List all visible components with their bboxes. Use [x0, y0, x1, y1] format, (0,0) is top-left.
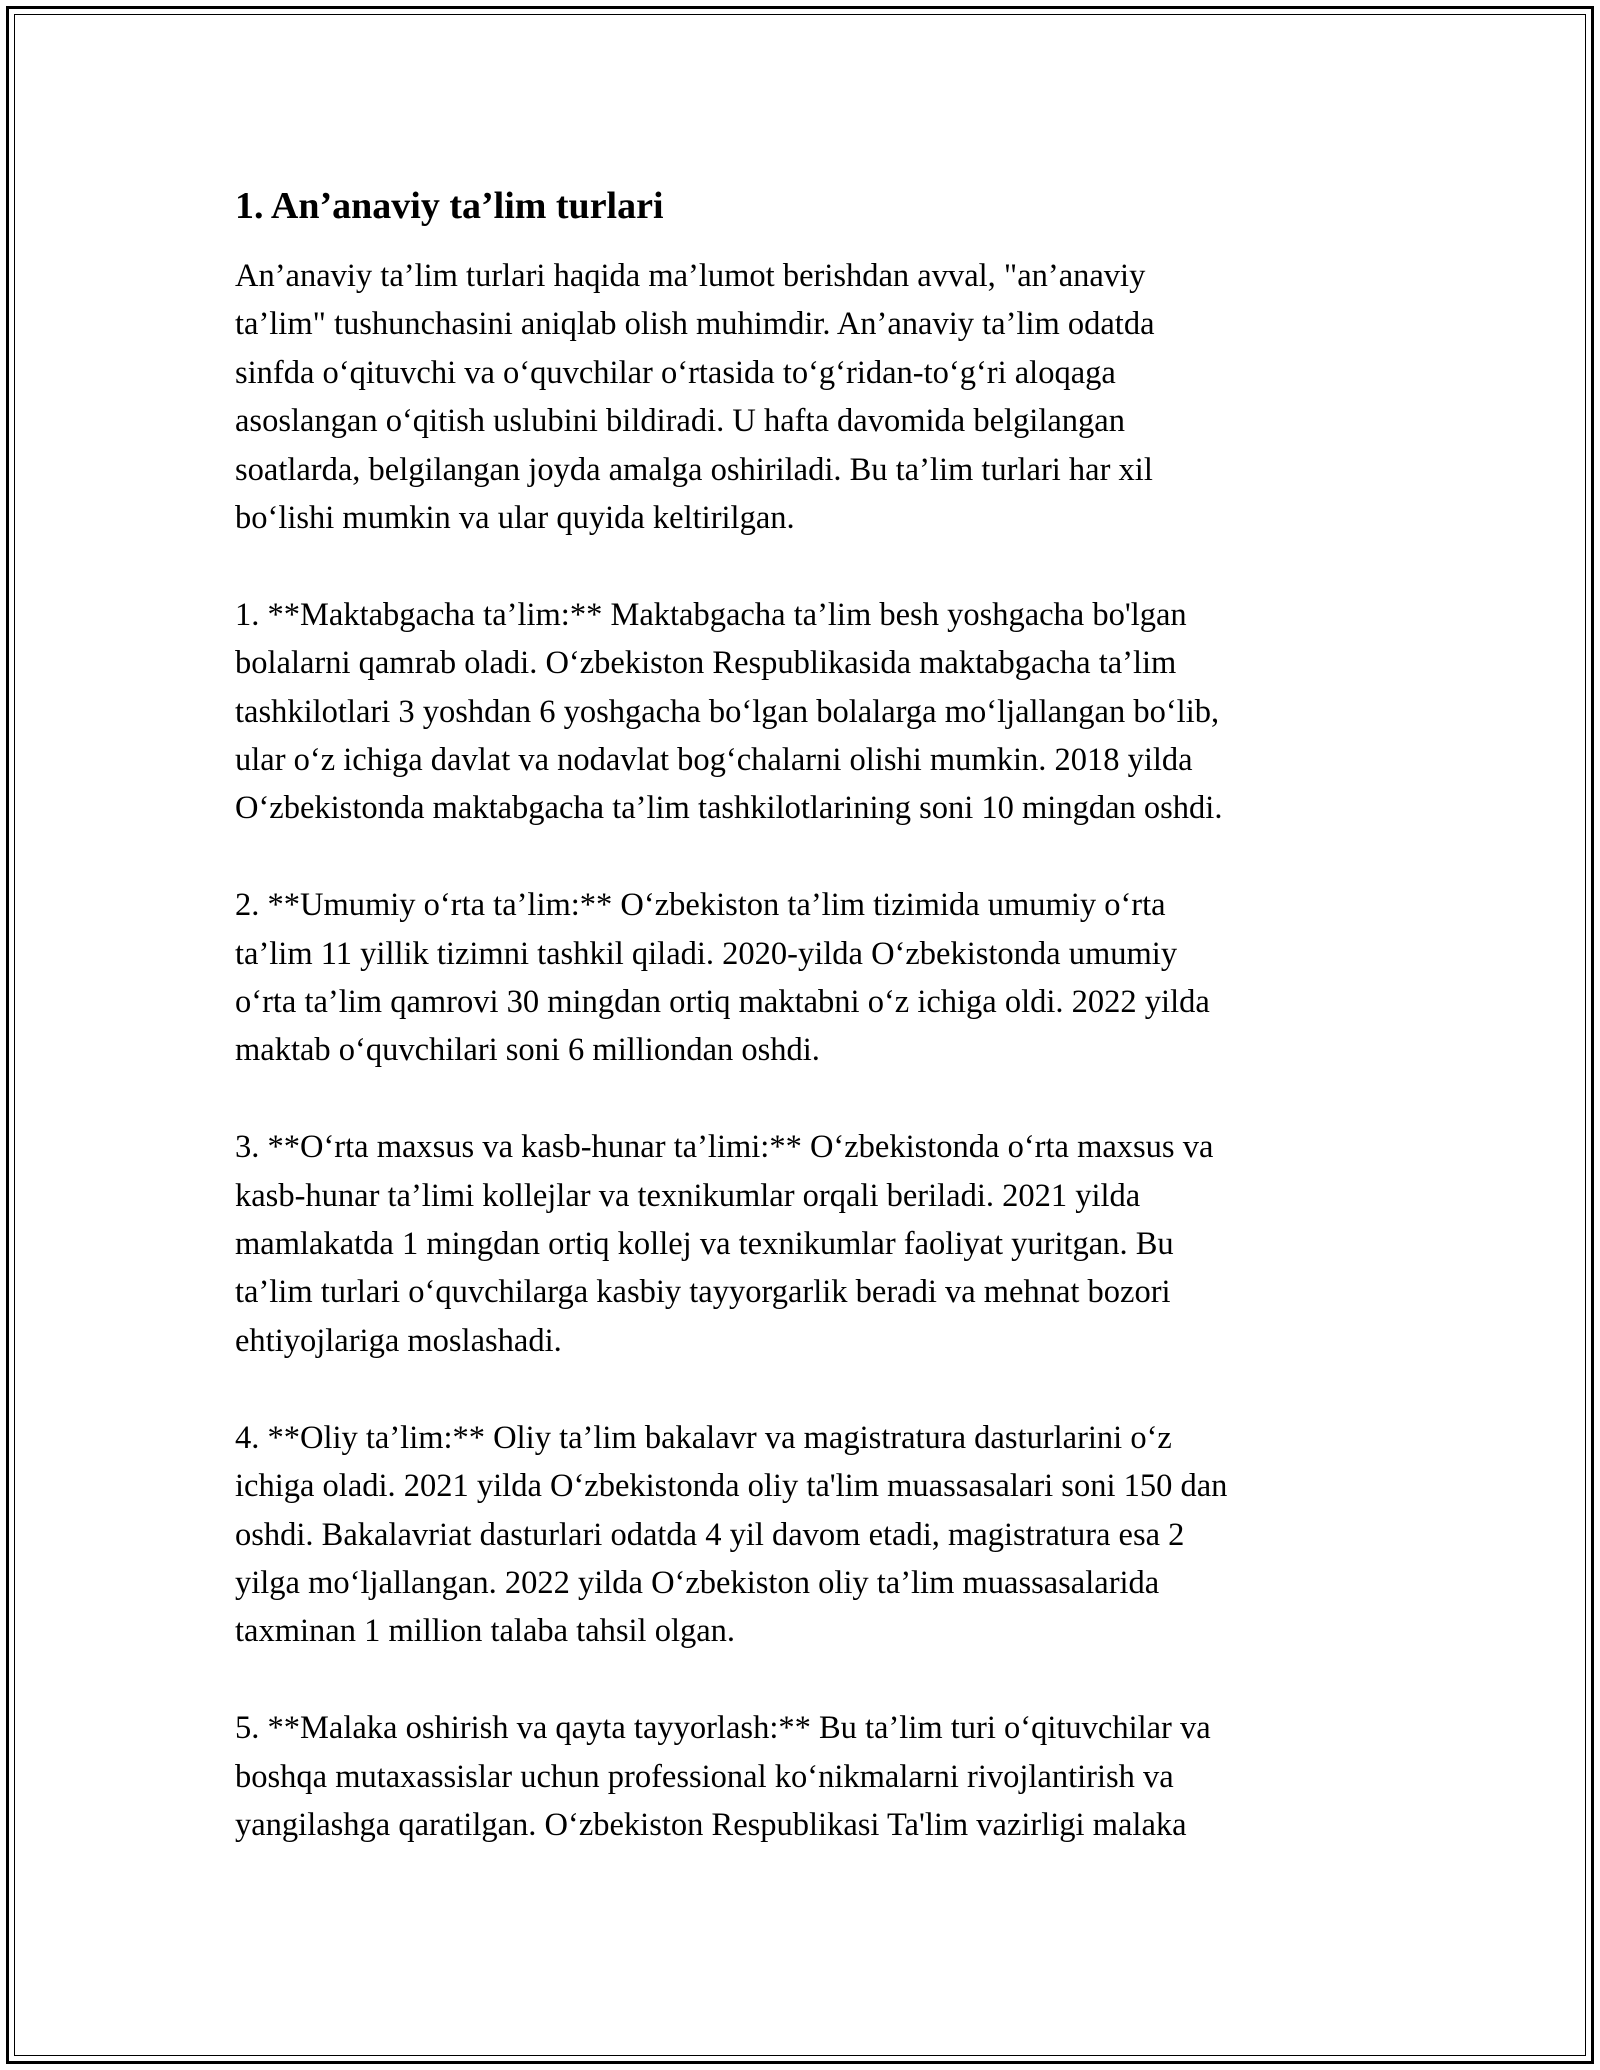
- text-line: ehtiyojlariga moslashadi.: [235, 1322, 562, 1359]
- text-line: bo‘lishi mumkin va ular quyida keltirilgan.: [235, 500, 795, 537]
- paragraph: [235, 591, 1375, 833]
- text-line: 5. **Malaka oshirish va qayta tayyorlash:** Bu ta’lim turi o‘qituvchilar va: [235, 1710, 1211, 1747]
- paragraph: [235, 1414, 1375, 1656]
- text-line: 1. **Maktabgacha ta’lim:** Maktabgacha ta’lim besh yoshgacha bo'lgan: [235, 596, 1187, 633]
- text-line: boshqa mutaxassislar uchun professional ko‘nikmalarni rivojlantirish va: [235, 1758, 1174, 1795]
- text-line: tashkilotlari 3 yoshdan 6 yoshgacha bo‘lgan bolalarga mo‘ljallangan bo‘lib,: [235, 693, 1220, 730]
- paragraph: [235, 881, 1375, 1075]
- text-line: o‘rta ta’lim qamrovi 30 mingdan ortiq maktabni o‘z ichiga oldi. 2022 yilda: [235, 984, 1210, 1021]
- text-line: 4. **Oliy ta’lim:** Oliy ta’lim bakalavr va magistratura dasturlarini o‘z: [235, 1419, 1172, 1456]
- text-line: asoslangan o‘qitish uslubini bildiradi. U hafta davomida belgilangan: [235, 403, 1125, 440]
- text-line: soatlarda, belgilangan joyda amalga oshiriladi. Bu ta’lim turlari har xil: [235, 451, 1153, 488]
- text-line: An’anaviy ta’lim turlari haqida ma’lumot berishdan avval, "an’anaviy: [235, 258, 1146, 294]
- text-line: ichiga oladi. 2021 yilda O‘zbekistonda oliy ta'lim muassasalari soni 150 dan: [235, 1468, 1228, 1505]
- text-line: ta’lim turlari o‘quvchilarga kasbiy tayyorgarlik beradi va mehnat bozori: [235, 1274, 1171, 1311]
- text-line: mamlakatda 1 mingdan ortiq kollej va texnikumlar faoliyat yuritgan. Bu: [235, 1226, 1174, 1263]
- text-line: yilga mo‘ljallangan. 2022 yilda O‘zbekiston oliy ta’lim muassasalarida: [235, 1564, 1160, 1601]
- document-title: 1. An’anaviy ta’lim turlari: [235, 185, 664, 227]
- paragraph-list: [235, 252, 1375, 1849]
- text-line: taxminan 1 million talaba tahsil olgan.: [235, 1613, 736, 1650]
- paragraph: [235, 252, 1375, 542]
- text-line: 3. **O‘rta maxsus va kasb-hunar ta’limi:** O‘zbekistonda o‘rta maxsus va: [235, 1129, 1214, 1166]
- text-line: oshdi. Bakalavriat dasturlari odatda 4 yil davom etadi, magistratura esa 2: [235, 1516, 1185, 1553]
- text-line: 2. **Umumiy o‘rta ta’lim:** O‘zbekiston ta’lim tizimida umumiy o‘rta: [235, 887, 1166, 924]
- document-body: [235, 182, 1375, 1898]
- text-line: ta’lim 11 yillik tizimni tashkil qiladi. 2020-yilda O‘zbekistonda umumiy: [235, 935, 1178, 972]
- text-line: O‘zbekistonda maktabgacha ta’lim tashkilotlarining soni 10 mingdan oshdi.: [235, 790, 1223, 827]
- text-line: kasb-hunar ta’limi kollejlar va texnikumlar orqali beriladi. 2021 yilda: [235, 1177, 1141, 1214]
- text-line: maktab o‘quvchilari soni 6 milliondan oshdi.: [235, 1032, 820, 1069]
- text-line: bolalarni qamrab oladi. O‘zbekiston Respublikasida maktabgacha ta’lim: [235, 645, 1177, 682]
- text-line: yangilashga qaratilgan. O‘zbekiston Respublikasi Ta'lim vazirligi malaka: [235, 1806, 1187, 1843]
- paragraph: [235, 1123, 1375, 1365]
- text-line: ta’lim" tushunchasini aniqlab olish muhimdir. An’anaviy ta’lim odatda: [235, 306, 1155, 343]
- paragraph: [235, 1704, 1375, 1849]
- text-line: sinfda o‘qituvchi va o‘quvchilar o‘rtasida to‘g‘ridan-to‘g‘ri aloqaga: [235, 354, 1116, 391]
- text-line: ular o‘z ichiga davlat va nodavlat bog‘chalarni olishi mumkin. 2018 yilda: [235, 742, 1193, 779]
